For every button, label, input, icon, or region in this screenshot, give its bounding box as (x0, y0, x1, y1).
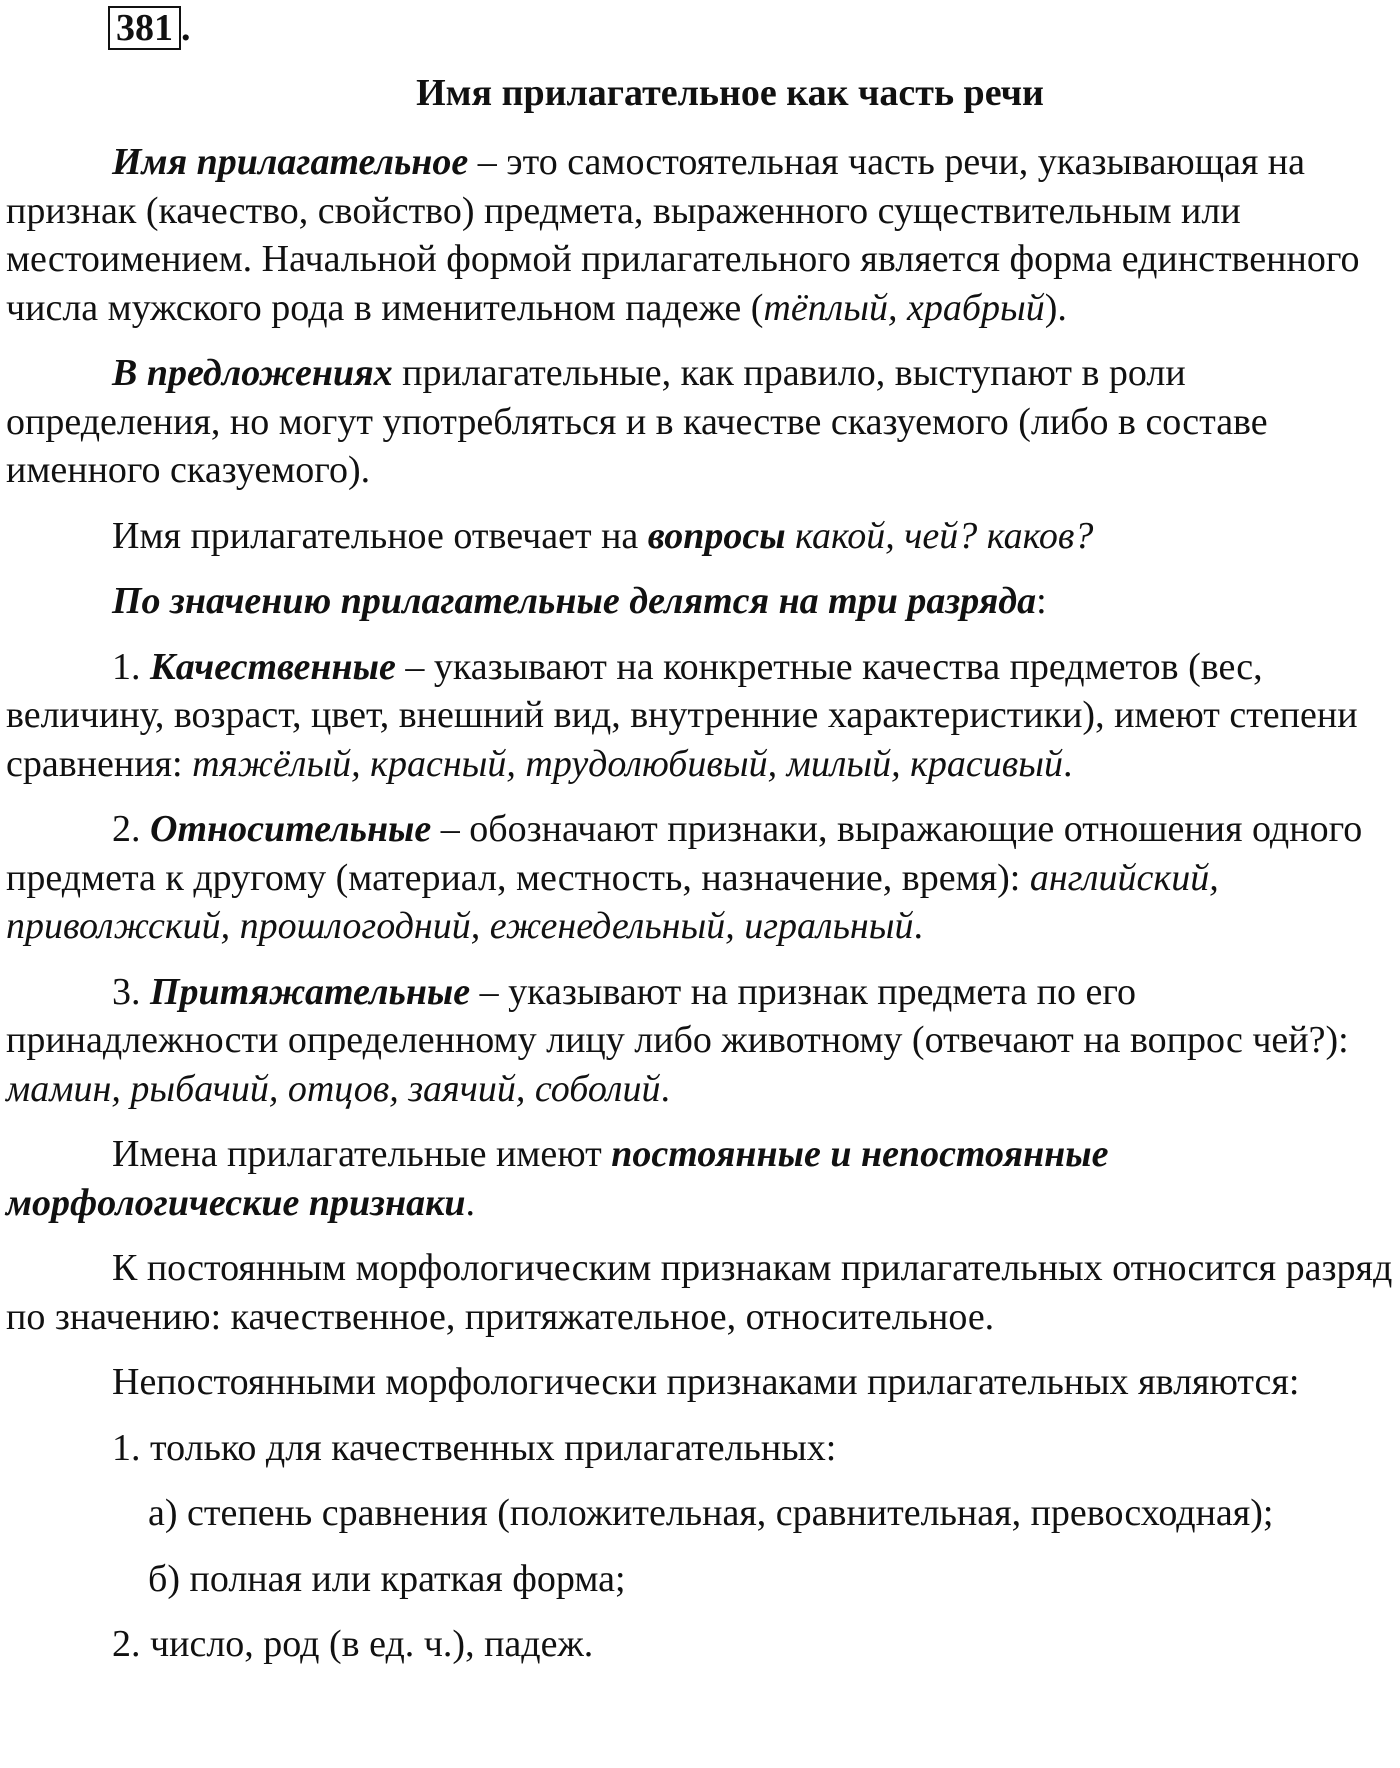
term-morph-features: постоянные и непостоянные морфологические признаки (6, 1133, 1109, 1224)
exercise-number (108, 6, 191, 50)
paragraph-qualitative: 1. Качественные – указывают на конкретные качества предметов (вес, величину, возраст, цвет, внешний вид, внутренние характеристики), имеют степени сравнения: тяжёлый, красный, трудолюбивый, милый, красивый. (6, 645, 1358, 785)
list-subitem-degree: а) степень сравнения (положительная, сравнительная, превосходная); (148, 1492, 1274, 1534)
exercise-number-box: 381 (108, 6, 181, 50)
list-item-qualitative-only: 1. только для качественных прилагательных: (112, 1426, 837, 1469)
list-item-number-gender-case: 2. число, род (в ед. ч.), падеж. (112, 1623, 594, 1665)
paragraph-definition: Имя прилагательное – это самостоятельная часть речи, указывающая на признак (качество, свойство) предмета, выраженного существительным или местоимением. Начальной формой прилагательного является форма единственного числа мужского рода в именительном падеже (тёплый, храбрый). (6, 141, 1360, 329)
paragraph-relative: 2. Относительные – обозначают признаки, выражающие отношения одного предмета к другому (материал, местность, назначение, время): английский, приволжский, прошлогодний, еженедельный, игральный. (6, 808, 1363, 947)
term-questions: вопросы (647, 514, 786, 557)
examples: английский, приволжский, прошлогодний, еженедельный, игральный (6, 856, 1219, 947)
paragraph-variable-features: Непостоянными морфологически признаками прилагательных являются: (112, 1361, 1300, 1403)
exercise-number-dot: . (181, 7, 191, 49)
section-title: Имя прилагательное как часть речи (416, 72, 1044, 114)
term-qualitative: Качественные (150, 645, 396, 688)
term-in-sentences: В предложениях (112, 352, 393, 394)
paragraph-possessive: 3. Притяжательные – указывают на признак предмета по его принадлежности определенному лицу либо животному (отвечают на вопрос чей?): мамин, рыбачий, отцов, заячий, соболий. (6, 970, 1349, 1110)
examples: тёплый, храбрый (763, 286, 1045, 329)
paragraph-morph-features: Имена прилагательные имеют постоянные и непостоянные морфологические признаки. (6, 1133, 1109, 1224)
term-relative: Относительные (150, 808, 432, 850)
examples: мамин, рыбачий, отцов, заячий, соболий (6, 1067, 661, 1110)
term-categories: По значению прилагательные делятся на три разряда (112, 580, 1037, 622)
examples: какой, чей? каков? (785, 514, 1094, 557)
term-adjective: Имя прилагательное (112, 141, 469, 183)
paragraph-categories-heading: По значению прилагательные делятся на три разряда: (112, 580, 1047, 622)
list-subitem-form: б) полная или краткая форма; (148, 1557, 626, 1600)
paragraph-questions: Имя прилагательное отвечает на вопросы какой, чей? каков? (112, 514, 1094, 557)
document-body (6, 138, 1398, 1686)
paragraph-constant-features: К постоянным морфологическим признакам прилагательных относится разряд по значению: качественное, притяжательное, относительное. (6, 1247, 1393, 1338)
examples: тяжёлый, красный, трудолюбивый, милый, красивый (192, 742, 1064, 785)
term-possessive: Притяжательные (150, 970, 471, 1013)
paragraph-syntax-role: В предложениях прилагательные, как правило, выступают в роли определения, но могут употребляться и в качестве сказуемого (либо в составе именного сказуемого). (6, 352, 1268, 491)
